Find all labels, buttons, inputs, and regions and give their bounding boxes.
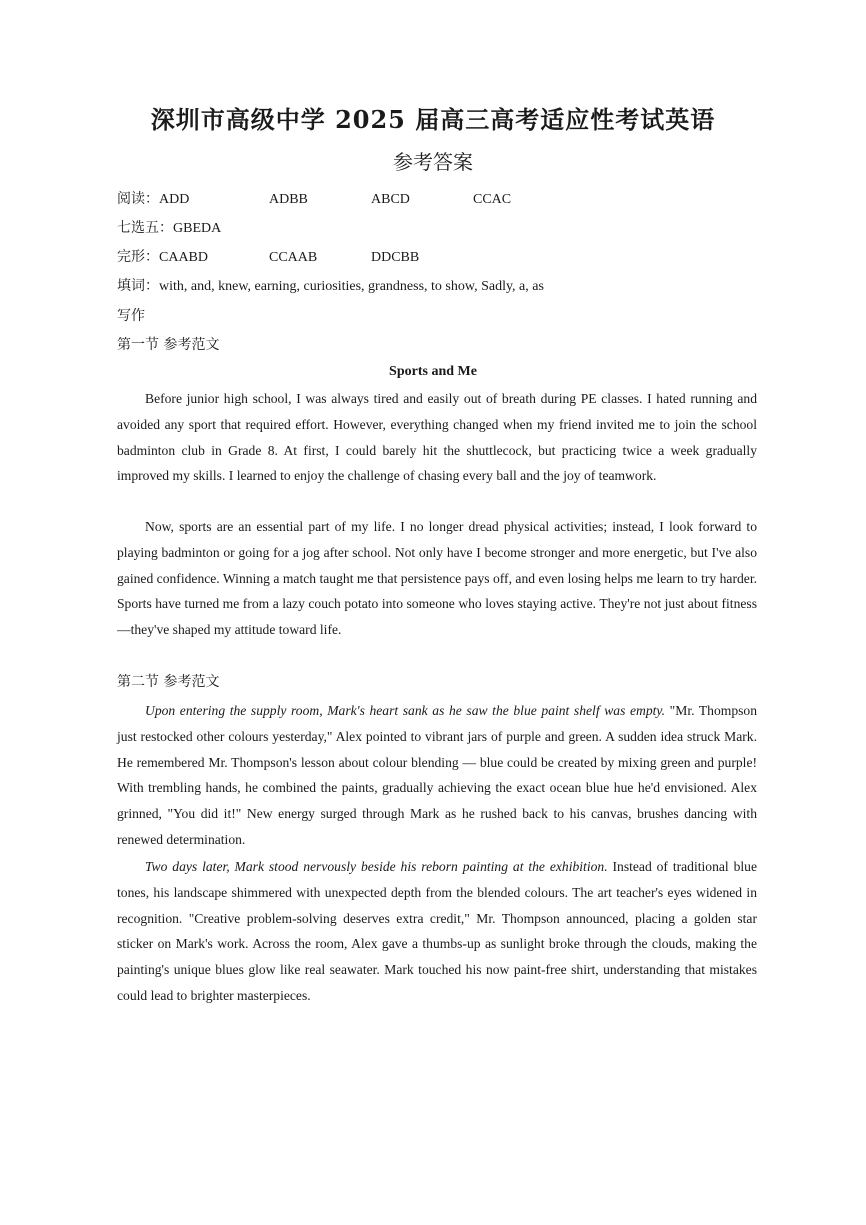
reading-label: 阅读： [117, 192, 159, 207]
answer-group: ADBB [269, 192, 308, 207]
answer-group: CAABD [159, 250, 209, 265]
answer-group: GBEDA [173, 221, 222, 236]
paragraph-body: Instead of traditional blue tones, his landscape shimmered with unexpected depth from the blended colours. The art teacher's eyes widened in recognition. "Creative problem-solving deserves extra credit," Mr. Thompson announced, placing a golden star sticker on Mark's work. Across the room, Alex gave a thumbs-up as sunlight broke through the clouds, making the painting's unique blues glow like real seawater. Mark touched his now paint-free shirt, understanding that mistakes could lead to brighter masterpieces. [117, 859, 757, 1003]
answer-group: ABCD [371, 192, 410, 207]
reading-answers [117, 190, 512, 210]
answer-group: CCAAB [269, 250, 318, 265]
essay2-paragraph-1 [117, 698, 757, 853]
section2-heading: 第二节 参考范文 [117, 674, 220, 690]
answer-group: ADD [159, 192, 190, 207]
paragraph-lead-sentence: Upon entering the supply room, Mark's heart sank as he saw the blue paint shelf was empty. [145, 703, 666, 718]
fill-answer-text: with, and, knew, earning, curiosities, grandness, to show, Sadly, a, as [159, 279, 544, 294]
fill-label: 填词： [117, 279, 159, 294]
essay-title: Sports and Me [389, 364, 477, 379]
writing-heading: 写作 [117, 308, 145, 324]
cloze-label: 完形： [117, 250, 159, 265]
essay1-paragraph-2: Now, sports are an essential part of my life. I no longer dread physical activities; instead, I look forward to playing badminton or going for a jog after school. Not only have I become stronger and more energetic, but I've also gained confidence. Winning a match taught me that persistence pays off, and even losing helps me learn to try harder. Sports have turned me from a lazy couch potato into someone who loves staying active. They're not just about fitness—they've shaped my attitude toward life. [117, 519, 757, 638]
cloze-answers [117, 248, 420, 268]
answer-group: CCAC [473, 192, 512, 207]
paragraph-lead-sentence: Two days later, Mark stood nervously beside his reborn painting at the exhibition. [145, 859, 608, 874]
essay2-paragraph-2 [117, 854, 757, 1009]
seven-five-label: 七选五： [117, 221, 173, 236]
fill-answers [117, 277, 544, 297]
essay1-paragraph-1: Before junior high school, I was always tired and easily out of breath during PE classes. I hated running and avoided any sport that required effort. However, everything changed when my friend invited me to join the school badminton club in Grade 8. At first, I could barely hit the shuttlecock, but practicing twice a week gradually improved my skills. I learned to enjoy the challenge of chasing every ball and the joy of teamwork. [117, 391, 757, 484]
answer-group: DDCBB [371, 250, 420, 265]
page-title: 深圳市高级中学 2025 届高三高考适应性考试英语 [150, 105, 716, 134]
page-subtitle: 参考答案 [393, 150, 473, 174]
paragraph-body: "Mr. Thompson just restocked other colours yesterday," Alex pointed to vibrant jars of purple and green. A sudden idea struck Mark. He remembered Mr. Thompson's lesson about colour blending — blue could be created by mixing green and purple! With trembling hands, he combined the paints, gradually achieving the exact ocean blue hue he'd envisioned. Alex grinned, "You did it!" New energy surged through Mark as he rushed back to his canvas, brushes dancing with renewed determination. [117, 703, 758, 847]
section1-heading: 第一节 参考范文 [117, 337, 220, 353]
seven-five-answers [117, 219, 221, 239]
